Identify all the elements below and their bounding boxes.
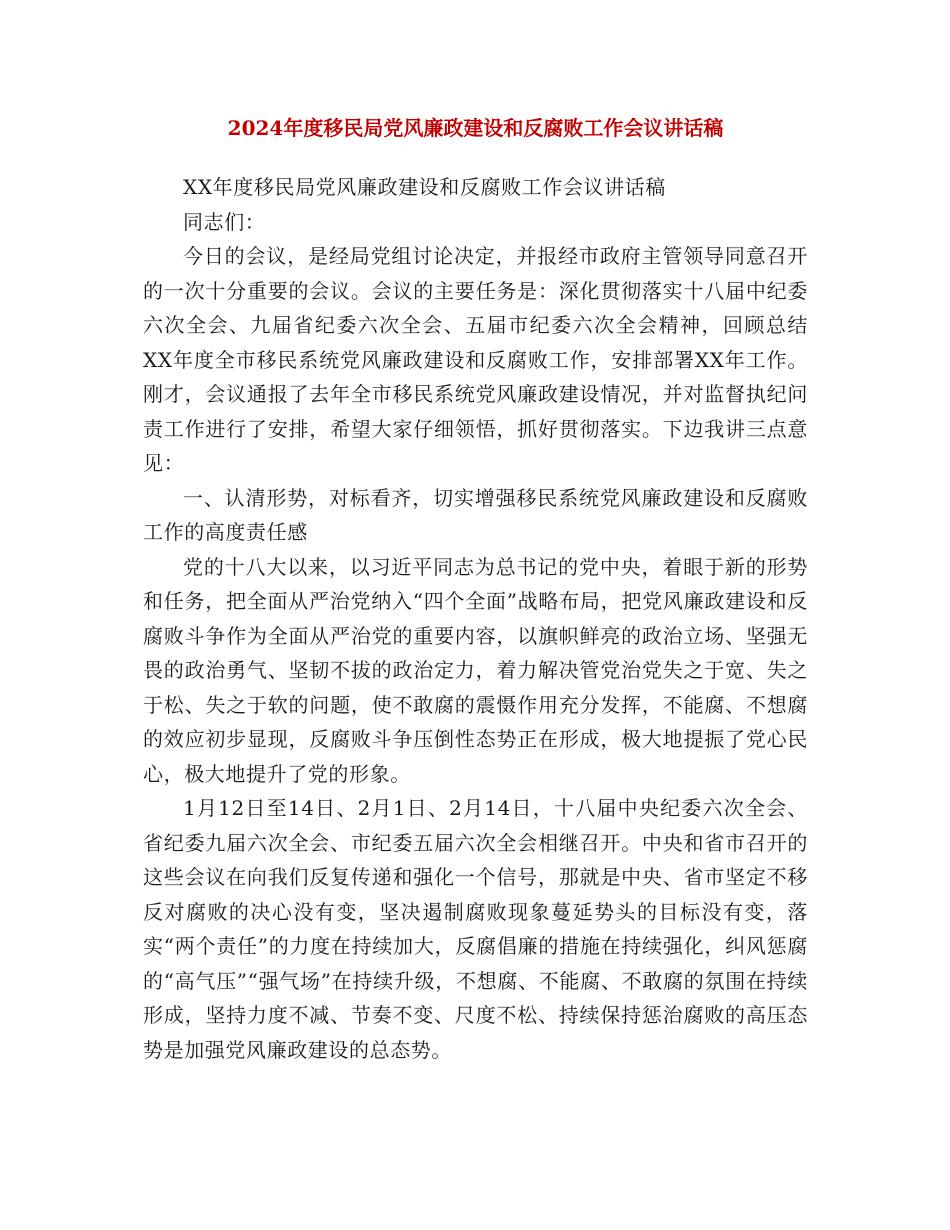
body-paragraph: 1月12日至14日、2月1日、2月14日，十八届中央纪委六次全会、省纪委九届六次全会、市纪委五届六次全会相继召开。中央和省市召开的这些会议在向我们反复传递和强化一个信号，那就是中央、省市坚定不移反对腐败的决心没有变，坚决遏制腐败现象蔓延势头的目标没有变，落实“两个责任”的力度在持续加大，反腐倡廉的措施在持续强化，纠风惩腐的“高气压”“强气场”在持续升级，不想腐、不能腐、不敢腐的氛围在持续形成，坚持力度不减、节奏不变、尺度不松、持续保持惩治腐败的高压态势是加强党风廉政建设的总态势。 bbox=[143, 796, 808, 1062]
body-paragraph: 今日的会议，是经局党组讨论决定，并报经市政府主管领导同意召开的一次十分重要的会议。会议的主要任务是：深化贯彻落实十八届中纪委六次全会、九届省纪委六次全会、五届市纪委六次全会精神，回顾总结XX年度全市移民系统党风廉政建设和反腐败工作，安排部署XX年工作。刚才，会议通报了去年全市移民系统党风廉政建设情况，并对监督执纪问责工作进行了安排，希望大家仔细领悟，抓好贯彻落实。下边我讲三点意见： bbox=[143, 244, 808, 475]
document-title: 2024年度移民局党风廉政建设和反腐败工作会议讲话稿 bbox=[227, 116, 724, 140]
subtitle-line: XX年度移民局党风廉政建设和反腐败工作会议讲话稿 bbox=[183, 175, 666, 199]
body-paragraph: 党的十八大以来，以习近平同志为总书记的党中央，着眼于新的形势和任务，把全面从严治党纳入“四个全面”战略布局，把党风廉政建设和反腐败斗争作为全面从严治党的重要内容，以旗帜鲜亮的政治立场、坚强无畏的政治勇气、坚韧不拔的政治定力，着力解决管党治党失之于宽、失之于松、失之于软的问题，使不敢腐的震慑作用充分发挥，不能腐、不想腐的效应初步显现，反腐败斗争压倒性态势正在形成，极大地提振了党心民心，极大地提升了党的形象。 bbox=[143, 554, 808, 786]
salutation: 同志们： bbox=[183, 209, 266, 234]
section-heading: 一、认清形势，对标看齐，切实增强移民系统党风廉政建设和反腐败工作的高度责任感 bbox=[143, 485, 808, 544]
document-page bbox=[143, 112, 808, 1067]
